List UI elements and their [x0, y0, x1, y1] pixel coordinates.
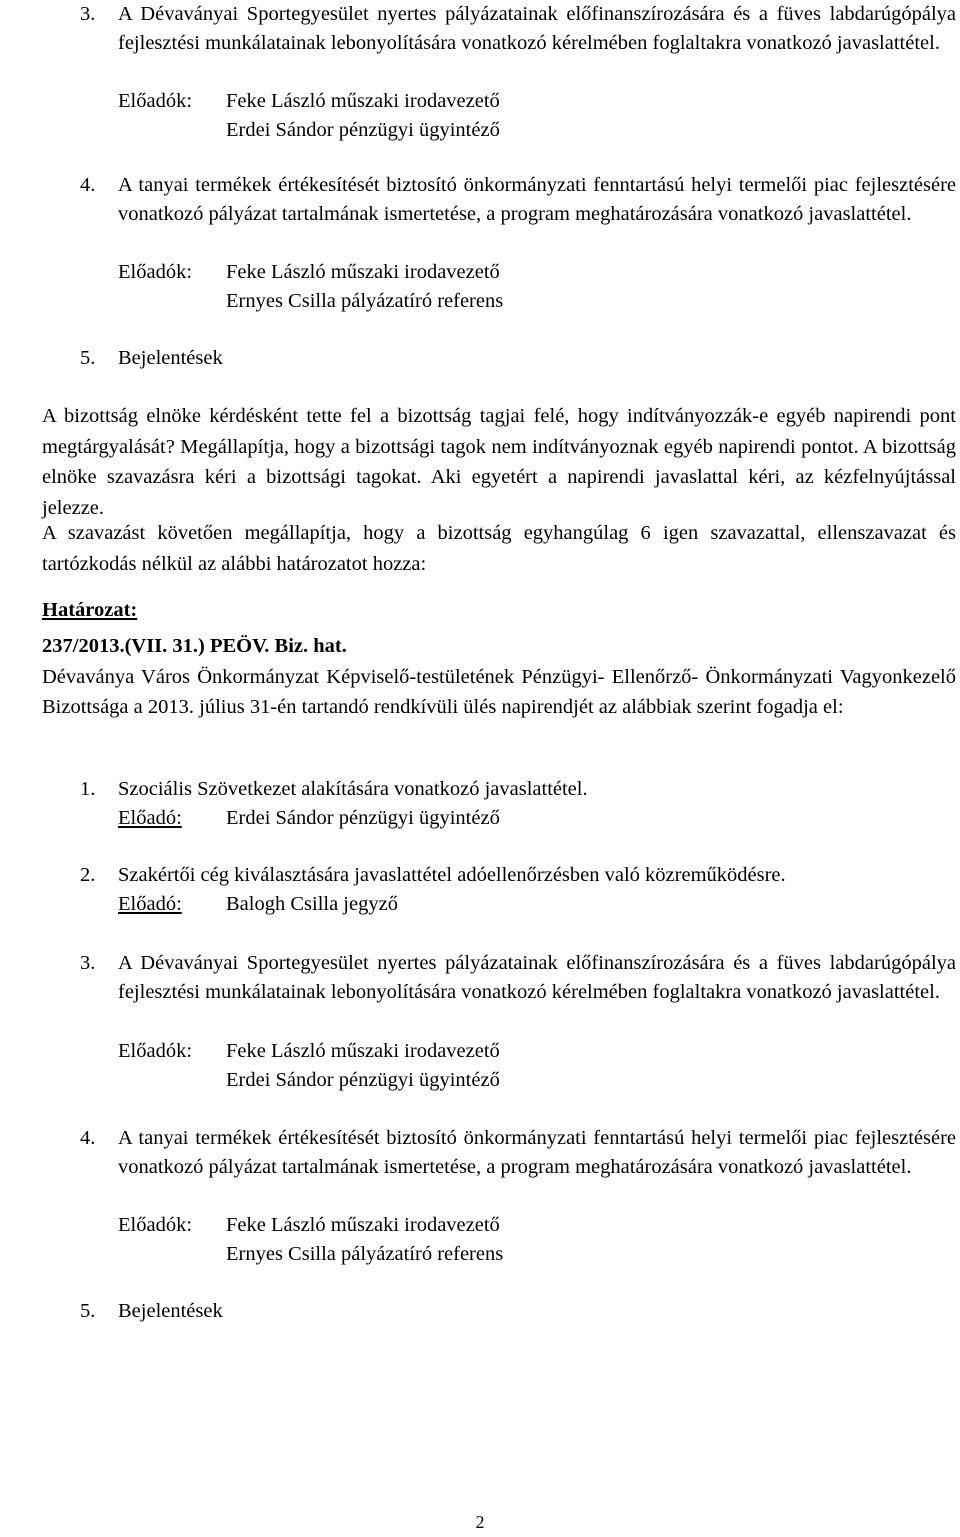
- item-text: A Dévaványai Sportegyesület nyertes pályázatainak előfinanszírozására és a füves labdarúgópálya fejlesztési munkálatainak lebonyolítására vonatkozó kérelmében foglaltakra vonatkozó javaslattétel.: [118, 952, 956, 1003]
- presenter-line: [118, 1211, 500, 1240]
- agenda-item: [80, 775, 956, 804]
- presenter-line: [118, 1066, 500, 1095]
- presenter-label: Előadók:: [118, 261, 193, 283]
- presenter-label: Előadó:: [118, 893, 182, 915]
- decision-text: Dévaványa Város Önkormányzat Képviselő-testületének Pénzügyi- Ellenőrző- Önkormányzati Vagyonkezelő Bizottsága a 2013. július 31-én tartandó rendkívüli ülés napirendjét az alábbiak szerint fogadja el:: [42, 666, 956, 718]
- item-number: 5.: [80, 1300, 96, 1322]
- page-number: 2: [475, 1512, 485, 1532]
- agenda-item: [80, 1297, 956, 1326]
- presenter-line: [118, 258, 500, 287]
- item-text: Szakértői cég kiválasztására javaslattétel adóellenőrzésben való közreműködésre.: [118, 864, 786, 886]
- item-text: Bejelentések: [118, 347, 223, 369]
- presenter-name: Erdei Sándor pénzügyi ügyintéző: [226, 807, 500, 829]
- presenter-name: Ernyes Csilla pályázatíró referens: [226, 290, 504, 312]
- presenter-name: Feke László műszaki irodavezető: [226, 1040, 500, 1062]
- agenda-item: [80, 949, 956, 1007]
- minutes-paragraph: A bizottság elnöke kérdésként tette fel a bizottság tagjai felé, hogy indítványozzák-e egyéb napirendi pont megtárgyalását? Megállapítja, hogy a bizottsági tagok nem indítványoznak egyéb napirendi pontot. A bizottság elnöke szavazásra kéri a bizottsági tagokat. Aki egyetért a napirendi javaslattal kéri, az kézfelnyújtással jelezze.: [42, 405, 956, 519]
- presenter-label: Előadó:: [118, 807, 182, 829]
- item-text: A Dévaványai Sportegyesület nyertes pályázatainak előfinanszírozására és a füves labdarúgópálya fejlesztési munkálatainak lebonyolítására vonatkozó kérelmében foglaltakra vonatkozó javaslattétel.: [118, 3, 956, 54]
- item-number: 2.: [80, 864, 96, 886]
- item-number: 4.: [80, 1127, 96, 1149]
- decision-title: Határozat:: [42, 599, 138, 621]
- presenter-line: [118, 804, 500, 833]
- presenter-name: Feke László műszaki irodavezető: [226, 90, 500, 112]
- minutes-paragraph: A szavazást követően megállapítja, hogy a bizottság egyhangúlag 6 igen szavazattal, ellenszavazat és tartózkodás nélkül az alábbi határozatot hozza:: [42, 522, 956, 575]
- agenda-item: [80, 0, 956, 58]
- decision-number: 237/2013.(VII. 31.) PEÖV. Biz. hat.: [42, 635, 347, 657]
- presenter-name: Feke László műszaki irodavezető: [226, 1214, 500, 1236]
- presenter-line: [118, 116, 500, 145]
- presenter-name: Feke László műszaki irodavezető: [226, 261, 500, 283]
- presenter-label: Előadók:: [118, 90, 193, 112]
- presenter-name: Ernyes Csilla pályázatíró referens: [226, 1243, 504, 1265]
- agenda-item: [80, 171, 956, 229]
- item-number: 3.: [80, 3, 96, 25]
- presenter-label: Előadók:: [118, 1214, 193, 1236]
- presenter-name: Erdei Sándor pénzügyi ügyintéző: [226, 119, 500, 141]
- presenter-line: [118, 1037, 500, 1066]
- agenda-item: [80, 861, 956, 890]
- presenter-line: [118, 890, 398, 919]
- item-number: 3.: [80, 952, 96, 974]
- presenter-line: [118, 87, 500, 116]
- presenter-line: [118, 1240, 503, 1269]
- item-text: Bejelentések: [118, 1300, 223, 1322]
- item-number: 5.: [80, 347, 96, 369]
- item-text: A tanyai termékek értékesítését biztosító önkormányzati fenntartású helyi termelői piac fejlesztésére vonatkozó pályázat tartalmának ismertetése, a program meghatározására vonatkozó javaslattétel.: [118, 174, 956, 225]
- item-text: Szociális Szövetkezet alakítására vonatkozó javaslattétel.: [118, 778, 588, 800]
- agenda-item: [80, 1124, 956, 1182]
- item-text: A tanyai termékek értékesítését biztosító önkormányzati fenntartású helyi termelői piac fejlesztésére vonatkozó pályázat tartalmának ismertetése, a program meghatározására vonatkozó javaslattétel.: [118, 1127, 956, 1178]
- item-number: 4.: [80, 174, 96, 196]
- presenter-line: [118, 287, 503, 316]
- item-number: 1.: [80, 778, 96, 800]
- presenter-label: Előadók:: [118, 1040, 193, 1062]
- presenter-name: Erdei Sándor pénzügyi ügyintéző: [226, 1069, 500, 1091]
- presenter-name: Balogh Csilla jegyző: [226, 893, 398, 915]
- agenda-item: [80, 344, 956, 373]
